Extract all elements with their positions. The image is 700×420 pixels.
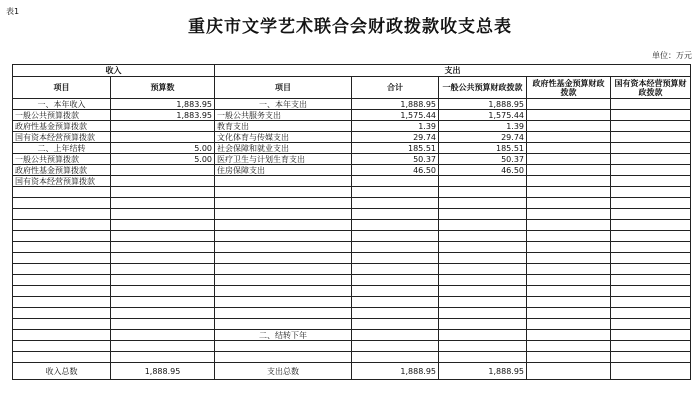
general-budget-cell: 46.50 xyxy=(439,165,527,176)
empty-cell xyxy=(215,231,352,242)
table-row xyxy=(13,99,691,110)
empty-cell xyxy=(352,341,439,352)
empty-cell xyxy=(611,198,691,209)
empty-cell xyxy=(527,231,611,242)
empty-cell xyxy=(352,231,439,242)
page-title: 重庆市文学艺术联合会财政拨款收支总表 xyxy=(188,17,512,37)
empty-cell xyxy=(13,330,111,341)
empty-cell xyxy=(215,286,352,297)
general-budget-cell: 1.39 xyxy=(439,121,527,132)
empty-cell xyxy=(215,275,352,286)
empty-cell xyxy=(13,319,111,330)
empty-cell xyxy=(13,341,111,352)
empty-cell xyxy=(111,220,215,231)
expense-total-label: 支出总数 xyxy=(215,363,352,380)
empty-cell xyxy=(611,209,691,220)
carry-forward-label: 二、结转下年 xyxy=(215,330,352,341)
empty-cell xyxy=(352,297,439,308)
empty-row xyxy=(13,231,691,242)
empty-row xyxy=(13,242,691,253)
empty-cell xyxy=(527,330,611,341)
empty-cell xyxy=(439,220,527,231)
income-budget-header: 预算数 xyxy=(111,77,215,99)
empty-cell xyxy=(439,242,527,253)
empty-cell xyxy=(611,352,691,363)
empty-row xyxy=(13,352,691,363)
soe-budget-cell xyxy=(611,110,691,121)
empty-row xyxy=(13,297,691,308)
empty-cell xyxy=(611,308,691,319)
empty-cell xyxy=(352,352,439,363)
income-value-cell: 5.00 xyxy=(111,143,215,154)
soe-budget-cell xyxy=(611,176,691,187)
soe-budget-cell xyxy=(611,121,691,132)
empty-cell xyxy=(439,187,527,198)
income-item-cell: 二、上年结转 xyxy=(13,143,111,154)
empty-cell xyxy=(527,187,611,198)
empty-cell xyxy=(215,319,352,330)
income-item-header: 项目 xyxy=(13,77,111,99)
empty-row xyxy=(13,198,691,209)
expense-item-header: 项目 xyxy=(215,77,352,99)
empty-cell xyxy=(215,341,352,352)
expense-item-cell: 教育支出 xyxy=(215,121,352,132)
empty-cell xyxy=(439,341,527,352)
empty-cell xyxy=(215,264,352,275)
income-total-value: 1,888.95 xyxy=(111,363,215,380)
empty-cell xyxy=(111,319,215,330)
income-item-cell: 国有资本经营预算拨款 xyxy=(13,176,111,187)
empty-cell xyxy=(352,264,439,275)
gov-fund-total xyxy=(527,363,611,380)
empty-row xyxy=(13,308,691,319)
empty-cell xyxy=(215,297,352,308)
empty-cell xyxy=(611,231,691,242)
income-value-cell xyxy=(111,132,215,143)
empty-cell xyxy=(111,209,215,220)
empty-cell xyxy=(111,308,215,319)
empty-cell xyxy=(439,286,527,297)
expense-total-cell: 50.37 xyxy=(352,154,439,165)
gov-fund-cell xyxy=(527,143,611,154)
empty-cell xyxy=(527,209,611,220)
empty-cell xyxy=(527,341,611,352)
empty-cell xyxy=(611,330,691,341)
table-row xyxy=(13,176,691,187)
empty-cell xyxy=(352,198,439,209)
empty-cell xyxy=(215,352,352,363)
empty-cell xyxy=(215,209,352,220)
gov-fund-cell xyxy=(527,110,611,121)
unit-label: 单位：万元 xyxy=(652,51,692,60)
empty-cell xyxy=(13,308,111,319)
empty-cell xyxy=(439,352,527,363)
gov-fund-cell xyxy=(527,154,611,165)
empty-cell xyxy=(111,264,215,275)
empty-row xyxy=(13,264,691,275)
empty-cell xyxy=(215,187,352,198)
empty-cell xyxy=(111,330,215,341)
empty-cell xyxy=(111,187,215,198)
empty-row xyxy=(13,319,691,330)
income-value-cell xyxy=(111,121,215,132)
empty-cell xyxy=(611,264,691,275)
empty-cell xyxy=(111,275,215,286)
soe-budget-total xyxy=(611,363,691,380)
income-total-label: 收入总数 xyxy=(13,363,111,380)
expense-item-cell: 一、本年支出 xyxy=(215,99,352,110)
empty-row xyxy=(13,286,691,297)
empty-cell xyxy=(13,264,111,275)
expense-total-cell: 185.51 xyxy=(352,143,439,154)
empty-cell xyxy=(352,242,439,253)
empty-cell xyxy=(13,220,111,231)
income-item-cell: 一、本年收入 xyxy=(13,99,111,110)
table-row xyxy=(13,154,691,165)
general-budget-cell xyxy=(439,176,527,187)
table-row xyxy=(13,132,691,143)
empty-cell xyxy=(527,308,611,319)
gov-fund-cell xyxy=(527,121,611,132)
empty-cell xyxy=(611,187,691,198)
soe-budget-cell xyxy=(611,132,691,143)
expense-total-header: 合计 xyxy=(352,77,439,99)
table-row xyxy=(13,165,691,176)
empty-cell xyxy=(352,319,439,330)
expense-total-cell: 29.74 xyxy=(352,132,439,143)
empty-cell xyxy=(13,198,111,209)
empty-cell xyxy=(13,231,111,242)
empty-row xyxy=(13,187,691,198)
empty-cell xyxy=(527,198,611,209)
empty-cell xyxy=(611,286,691,297)
income-value-cell: 1,883.95 xyxy=(111,110,215,121)
expense-total-cell: 1.39 xyxy=(352,121,439,132)
empty-cell xyxy=(439,209,527,220)
income-item-cell: 一般公共预算拨款 xyxy=(13,154,111,165)
table-number: 表1 xyxy=(6,7,20,16)
expense-total-cell: 1,575.44 xyxy=(352,110,439,121)
empty-cell xyxy=(13,297,111,308)
empty-cell xyxy=(527,242,611,253)
empty-cell xyxy=(111,198,215,209)
income-value-cell: 5.00 xyxy=(111,154,215,165)
income-item-cell: 国有资本经营预算拨款 xyxy=(13,132,111,143)
expense-item-cell: 住房保障支出 xyxy=(215,165,352,176)
empty-cell xyxy=(611,253,691,264)
empty-cell xyxy=(352,330,439,341)
empty-cell xyxy=(527,275,611,286)
empty-row xyxy=(13,275,691,286)
income-value-cell xyxy=(111,165,215,176)
empty-cell xyxy=(352,220,439,231)
expense-total-value: 1,888.95 xyxy=(352,363,439,380)
empty-cell xyxy=(111,286,215,297)
expense-item-cell: 医疗卫生与计划生育支出 xyxy=(215,154,352,165)
empty-cell xyxy=(111,231,215,242)
gov-fund-cell xyxy=(527,99,611,110)
empty-row xyxy=(13,220,691,231)
carry-forward-row xyxy=(13,330,691,341)
empty-cell xyxy=(352,275,439,286)
expense-item-cell: 文化体育与传媒支出 xyxy=(215,132,352,143)
general-budget-cell: 29.74 xyxy=(439,132,527,143)
empty-cell xyxy=(13,242,111,253)
gov-fund-header: 政府性基金预算财政拨款 xyxy=(527,77,611,99)
empty-cell xyxy=(527,264,611,275)
empty-cell xyxy=(611,242,691,253)
income-header: 收入 xyxy=(13,65,215,77)
empty-cell xyxy=(215,253,352,264)
income-item-cell: 政府性基金预算拨款 xyxy=(13,121,111,132)
general-budget-cell: 1,575.44 xyxy=(439,110,527,121)
soe-budget-cell xyxy=(611,154,691,165)
empty-cell xyxy=(439,253,527,264)
empty-row xyxy=(13,253,691,264)
empty-cell xyxy=(111,297,215,308)
empty-cell xyxy=(111,352,215,363)
empty-cell xyxy=(439,308,527,319)
empty-cell xyxy=(527,319,611,330)
empty-cell xyxy=(611,275,691,286)
totals-row xyxy=(13,363,691,380)
empty-cell xyxy=(111,253,215,264)
empty-cell xyxy=(439,275,527,286)
empty-cell xyxy=(611,297,691,308)
expense-item-cell: 社会保障和就业支出 xyxy=(215,143,352,154)
empty-cell xyxy=(439,231,527,242)
empty-cell xyxy=(13,275,111,286)
general-budget-cell: 1,888.95 xyxy=(439,99,527,110)
empty-cell xyxy=(352,286,439,297)
budget-table xyxy=(12,64,691,380)
empty-cell xyxy=(13,352,111,363)
empty-cell xyxy=(439,319,527,330)
general-budget-cell: 50.37 xyxy=(439,154,527,165)
empty-cell xyxy=(352,187,439,198)
empty-cell xyxy=(527,352,611,363)
empty-cell xyxy=(611,220,691,231)
general-budget-cell: 185.51 xyxy=(439,143,527,154)
empty-cell xyxy=(13,286,111,297)
empty-cell xyxy=(13,187,111,198)
empty-cell xyxy=(111,242,215,253)
empty-cell xyxy=(13,209,111,220)
gov-fund-cell xyxy=(527,176,611,187)
soe-budget-header: 国有资本经营预算财政拨款 xyxy=(611,77,691,99)
soe-budget-cell xyxy=(611,165,691,176)
income-item-cell: 政府性基金预算拨款 xyxy=(13,165,111,176)
soe-budget-cell xyxy=(611,99,691,110)
empty-cell xyxy=(611,341,691,352)
expense-header: 支出 xyxy=(215,65,691,77)
empty-cell xyxy=(527,297,611,308)
general-budget-header: 一般公共预算财政拨款 xyxy=(439,77,527,99)
empty-cell xyxy=(352,253,439,264)
empty-cell xyxy=(439,198,527,209)
empty-cell xyxy=(439,297,527,308)
gov-fund-cell xyxy=(527,165,611,176)
empty-cell xyxy=(352,308,439,319)
empty-cell xyxy=(611,319,691,330)
table-row xyxy=(13,110,691,121)
expense-total-cell: 46.50 xyxy=(352,165,439,176)
general-budget-total: 1,888.95 xyxy=(439,363,527,380)
table-row xyxy=(13,143,691,154)
income-value-cell xyxy=(111,176,215,187)
empty-row xyxy=(13,341,691,352)
empty-cell xyxy=(527,253,611,264)
empty-cell xyxy=(215,242,352,253)
header-row-1 xyxy=(13,65,691,77)
header-row-2 xyxy=(13,77,691,99)
empty-row xyxy=(13,209,691,220)
expense-total-cell: 1,888.95 xyxy=(352,99,439,110)
empty-cell xyxy=(439,330,527,341)
soe-budget-cell xyxy=(611,143,691,154)
expense-item-cell xyxy=(215,176,352,187)
empty-cell xyxy=(215,198,352,209)
expense-item-cell: 一般公共服务支出 xyxy=(215,110,352,121)
empty-cell xyxy=(352,209,439,220)
empty-cell xyxy=(215,220,352,231)
empty-cell xyxy=(215,308,352,319)
empty-cell xyxy=(111,341,215,352)
empty-cell xyxy=(439,264,527,275)
income-value-cell: 1,883.95 xyxy=(111,99,215,110)
expense-total-cell xyxy=(352,176,439,187)
income-item-cell: 一般公共预算拨款 xyxy=(13,110,111,121)
empty-cell xyxy=(527,220,611,231)
gov-fund-cell xyxy=(527,132,611,143)
empty-cell xyxy=(527,286,611,297)
empty-cell xyxy=(13,253,111,264)
table-row xyxy=(13,121,691,132)
